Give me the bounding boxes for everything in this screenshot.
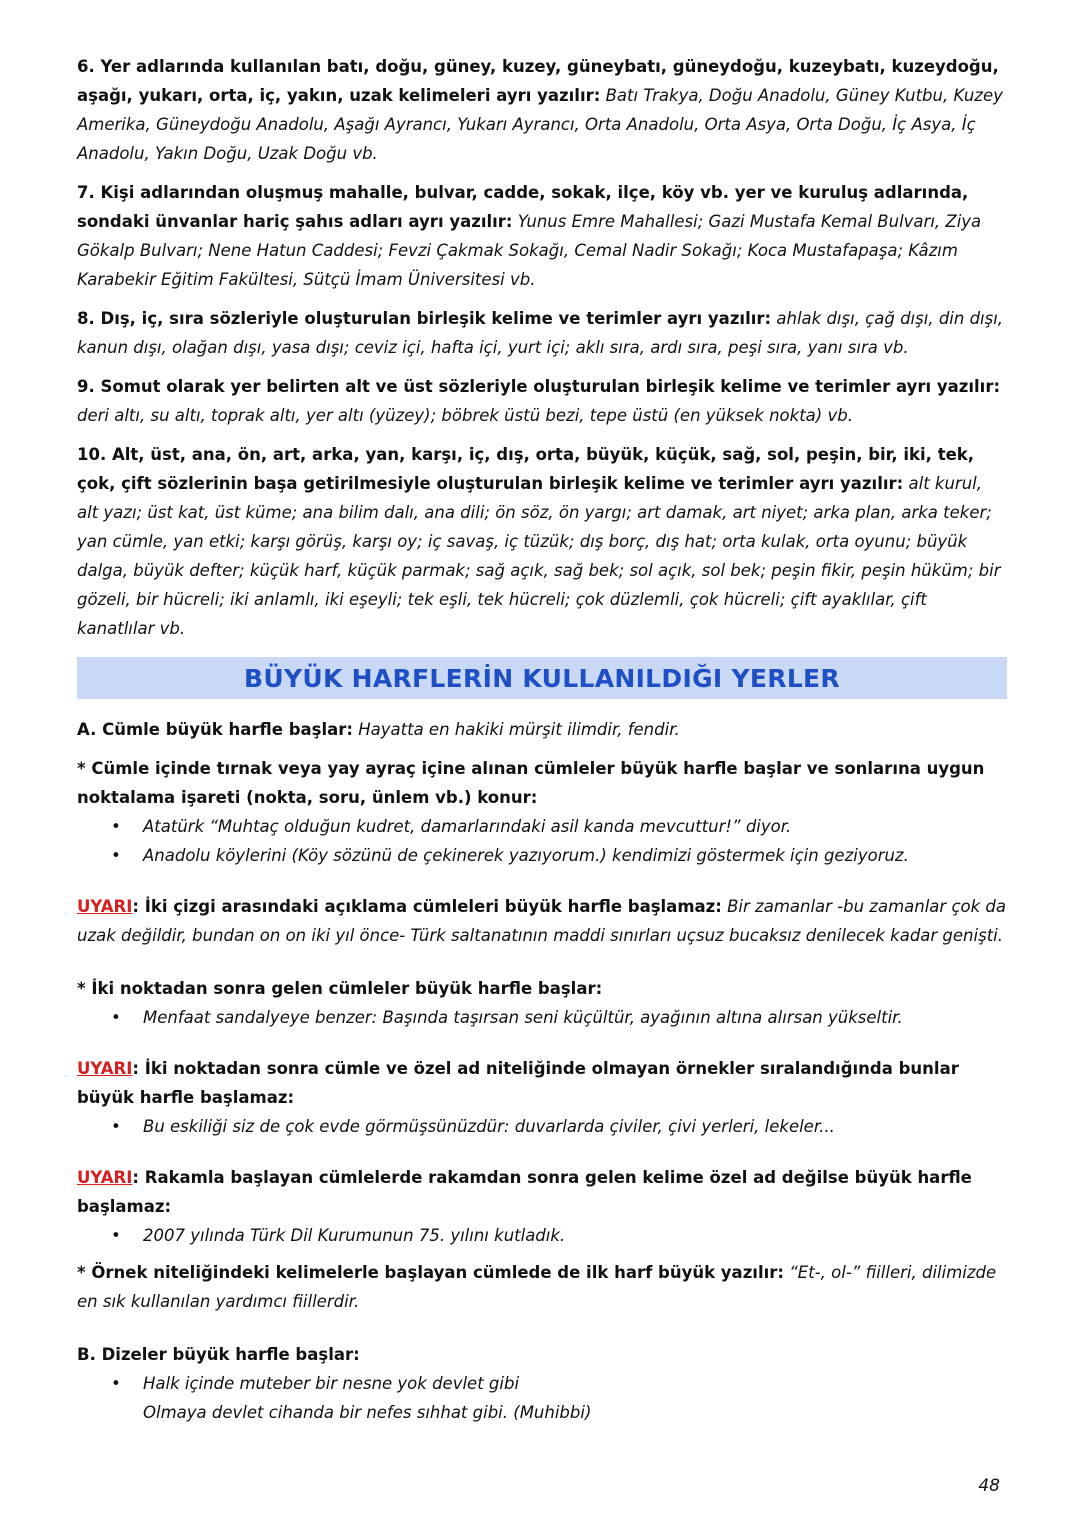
rule-a: [77, 715, 1007, 744]
rule-6: [77, 52, 1007, 168]
rule-10: [77, 440, 1007, 643]
rule-examples: alt kurul, alt yazı; üst kat, üst küme; ana bilim dalı, ana dili; ön söz, ön yargı; art damak, art niyet; arka plan, arka teker; yan cümle, yan etki; karşı görüş, karşı oy; iç savaş, iç tüzük; dış borç, dış hat; orta kulak, orta oyunu; büyük dalga, büyük defter; küçük harf, küçük parmak; sağ açık, sağ bek; sol açık, sol bek; peşin fikir, peşin hüküm; bir gözeli, bir hücreli; iki anlamlı, iki eşeyli; tek eşli, tek hücreli; çok düzlemli, çok hücreli; çift ayaklılar, çift kanatlılar vb.: [77, 474, 1001, 638]
section-title-bar: [77, 657, 1007, 699]
warning-2-examples: [77, 1112, 1007, 1141]
rule-head: A. Cümle büyük harfle başlar:: [77, 720, 353, 739]
bullet-icon: •: [111, 1226, 121, 1245]
rule-head: 9. Somut olarak yer belirten alt ve üst sözleriyle oluşturulan birleşik kelime ve terimler ayrı yazılır:: [77, 377, 1001, 396]
rule-head: : İki çizgi arasındaki açıklama cümleleri büyük harfle başlamaz:: [132, 897, 722, 916]
bullet-icon: •: [111, 817, 121, 836]
list-item: • Bu eskiliği siz de çok evde görmüşsünüzdür: duvarlarda çiviler, çivi yerleri, lekeler...: [77, 1112, 1007, 1141]
list-item: • Menfaat sandalyeye benzer: Başında taşırsan seni küçültür, ayağının altına alırsan yükseltir.: [77, 1003, 1007, 1032]
rule-example: “Et-, ol-” fiilleri, dilimizde en sık kullanılan yardımcı fiillerdir.: [77, 1263, 997, 1311]
rule-head: * İki noktadan sonra gelen cümleler büyük harfle başlar:: [77, 979, 603, 998]
bullet-icon: •: [111, 846, 121, 865]
warning-label: UYARI: [77, 897, 133, 916]
rule-examples: Batı Trakya, Doğu Anadolu, Güney Kutbu, Kuzey Amerika, Güneydoğu Anadolu, Aşağı Ayrancı, Yukarı Ayrancı, Orta Anadolu, Orta Asya, Orta Doğu, İç Asya, İç Anadolu, Yakın Doğu, Uzak Doğu vb.: [77, 86, 1003, 163]
page-number: 48: [978, 1476, 1000, 1496]
warning-label: UYARI: [77, 1059, 133, 1078]
colon-examples: [77, 1003, 1007, 1032]
warning-1: [77, 892, 1007, 950]
rule-example: Hayatta en hakiki mürşit ilimdir, fendir.: [358, 720, 680, 739]
rule-head: * Örnek niteliğindeki kelimelerle başlayan cümlede de ilk harf büyük yazılır:: [77, 1263, 784, 1282]
verse-line: Olmaya devlet cihanda bir nefes sıhhat gibi. (Muhibbi): [143, 1403, 592, 1422]
rule-head: : İki noktadan sonra cümle ve özel ad niteliğinde olmayan örnekler sıralandığında bunlar büyük harfle başlamaz:: [77, 1059, 959, 1107]
rule-9: [77, 372, 1007, 430]
colon-rule: [77, 974, 1007, 1003]
rule-8: [77, 304, 1007, 362]
rule-head: 7. Kişi adlarından oluşmuş mahalle, bulvar, cadde, sokak, ilçe, köy vb. yer ve kuruluş adlarında, sondaki ünvanlar hariç şahıs adları ayrı yazılır:: [77, 183, 969, 231]
quote-rule: [77, 754, 1007, 812]
verse-line: • Halk içinde muteber bir nesne yok devlet gibi: [77, 1369, 1007, 1398]
rule-b: [77, 1340, 1007, 1369]
rule-head: : Rakamla başlayan cümlelerde rakamdan sonra gelen kelime özel ad değilse büyük harfle başlamaz:: [77, 1168, 972, 1216]
warning-2: [77, 1054, 1007, 1112]
example-rule: [77, 1258, 1007, 1316]
rule-head: 8. Dış, iç, sıra sözleriyle oluşturulan birleşik kelime ve terimler ayrı yazılır:: [77, 309, 772, 328]
rule-examples: Yunus Emre Mahallesi; Gazi Mustafa Kemal Bulvarı, Ziya Gökalp Bulvarı; Nene Hatun Caddesi; Fevzi Çakmak Sokağı, Cemal Nadir Sokağı; Koca Mustafapaşa; Kâzım Karabekir Eğitim Fakültesi, Sütçü İmam Üniversitesi vb.: [77, 212, 982, 289]
quote-examples: [77, 812, 1007, 870]
warning-3-examples: [77, 1221, 1007, 1250]
bullet-icon: •: [111, 1374, 121, 1393]
list-item: • Anadolu köylerini (Köy sözünü de çekinerek yazıyorum.) kendimizi göstermek için geziyoruz.: [77, 841, 1007, 870]
list-item: • 2007 yılında Türk Dil Kurumunun 75. yılını kutladık.: [77, 1221, 1007, 1250]
rule-examples: deri altı, su altı, toprak altı, yer altı (yüzey); böbrek üstü bezi, tepe üstü (en yüksek nokta) vb.: [77, 406, 853, 425]
list-item: • Atatürk “Muhtaç olduğun kudret, damarlarındaki asil kanda mevcuttur!” diyor.: [77, 812, 1007, 841]
rule-head: B. Dizeler büyük harfle başlar:: [77, 1345, 360, 1364]
document-page: [77, 52, 1007, 1435]
bullet-icon: •: [111, 1117, 121, 1136]
rule-head: * Cümle içinde tırnak veya yay ayraç içine alınan cümleler büyük harfle başlar ve sonlarına uygun noktalama işareti (nokta, soru, ünlem vb.) konur:: [77, 759, 985, 807]
verse-examples: [77, 1369, 1007, 1427]
rule-head: 10. Alt, üst, ana, ön, art, arka, yan, karşı, iç, dış, orta, büyük, küçük, sağ, sol, peşin, bir, iki, tek, çok, çift sözlerinin başa getirilmesiyle oluşturulan birleşik kelime ve terimler ayrı yazılır:: [77, 445, 975, 493]
rule-head: 6. Yer adlarında kullanılan batı, doğu, güney, kuzey, güneybatı, güneydoğu, kuzeybatı, kuzeydoğu, aşağı, yukarı, orta, iç, yakın, uzak kelimeleri ayrı yazılır:: [77, 57, 999, 105]
warning-3: [77, 1163, 1007, 1221]
bullet-icon: •: [111, 1008, 121, 1027]
rule-7: [77, 178, 1007, 294]
section-title: BÜYÜK HARFLERİN KULLANILDIĞI YERLER: [244, 663, 840, 693]
rule-example: Bir zamanlar -bu zamanlar çok da uzak değildir, bundan on on iki yıl önce- Türk saltanatının maddi sınırları uçsuz bucaksız denilecek kadar genişti.: [77, 897, 1006, 945]
warning-label: UYARI: [77, 1168, 133, 1187]
rule-examples: ahlak dışı, çağ dışı, din dışı, kanun dışı, olağan dışı, yasa dışı; ceviz içi, hafta içi, yurt içi; aklı sıra, ardı sıra, peşi sıra, yanı sıra vb.: [77, 309, 1004, 357]
